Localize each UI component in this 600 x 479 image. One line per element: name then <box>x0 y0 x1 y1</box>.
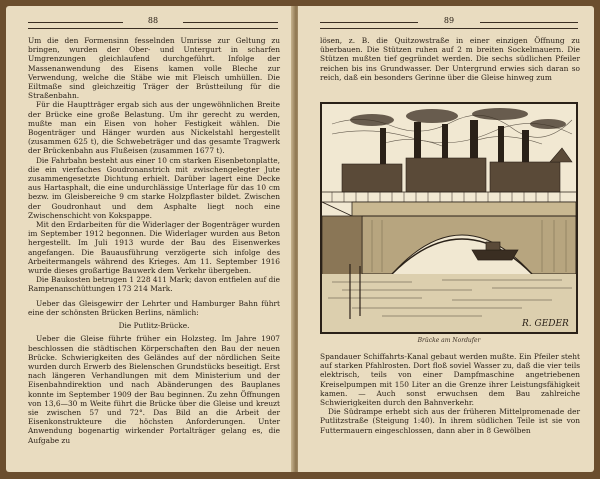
left-page-number: 88 <box>147 16 159 25</box>
header-rule <box>28 22 123 23</box>
right-page-number: 89 <box>443 16 455 25</box>
artist-signature: R. GEDER <box>522 319 569 329</box>
paragraph: Die Baukosten betrugen 1 228 411 Mark; davon entfielen auf die Rampenanschüttungen 173 214 Mark. <box>28 275 280 294</box>
header-rule <box>183 22 278 23</box>
paragraph: Mit den Erdarbeiten für die Widerlager der Bogenträger wurden im September 1912 begonnen. Die Widerlager wurden aus Beton hergestellt. Im Juli 1913 wurde der Bau des Eisenwerkes angefangen. Die Bauausführung verzögerte sich infolge des Arbeitermangels während des Krieges. Am 11. September 1916 wurde dieses großartige Bauwerk dem Verkehr übergeben. <box>28 220 280 276</box>
paragraph: lösen, z. B. die Quitzowstraße in einer einzigen Öffnung zu überbauen. Die Stützen ruhen auf 2 m breiten Sockelmauern. Die Stützen mußten tief gegründet werden. Die sechs südlichen Pfeiler reichen bis ins Grundwasser. Der Untergrund erwies sich daran so reich, daß ein besonders Gerinne über die Gleise hinweg zum <box>320 36 580 82</box>
paragraph: Für die Hauptträger ergab sich aus der ungewöhnlichen Breite der Brücke eine große Belastung. Um ihr gerecht zu werden, mußte man ein Eisen von hoher Festigkeit wählen. Die Bogenträger und Hänger wurden aus Nickelstahl hergestellt (zusammen 625 t), die Schwebeträger und das gesamte Tragwerk der Brückenbahn aus Flußeisen (zusammen 1677 t). <box>28 100 280 156</box>
section-heading: Die Putlitz-Brücke. <box>118 321 190 331</box>
right-page-header <box>320 16 578 29</box>
paragraph: Die Südrampe erhebt sich aus der früheren Mittelpromenade der Putlitzstraße (Steigung 1:40). In ihrem südlichen Teile ist sie von Futtermauern eingeschlossen, dann aber in 8 Gewölben <box>320 407 580 435</box>
right-page <box>298 6 594 472</box>
paragraph: Um die den Formensinn fesselnden Umrisse zur Geltung zu bringen, wurden der Ober- und Untergurt in scharfen Umgrenzungen gleichlaufend durchgeführt. Infolge der Massenanwendung des Eisens kamen volle Bleche zur Verwendung, welche die Stäbe wie mit Fleisch umhüllen. Die Eiltmaße sind gleichzeitig Träger der Brüstteilung für die Straßenbahn. <box>28 36 280 101</box>
bridge-illustration <box>320 102 578 334</box>
left-page <box>6 6 294 472</box>
paragraph: Ueber das Gleisgewirr der Lehrter und Hamburger Bahn führt eine der schönsten Brücken Berlins, nämlich: <box>28 298 280 317</box>
header-rule <box>320 22 418 23</box>
header-rule <box>480 22 578 23</box>
paragraph: Die Fahrbahn besteht aus einer 10 cm starken Eisenbetonplatte, die ein vierfaches Goudronanstrich mit zwischengelegter Jute zusammengesetzte Dichtung erhielt. Darüber lagert eine Decke aus Hartasphalt, die eine undurchlässige Unterlage für das 10 cm bezw. im Gleisbereiche 9 cm starke Holzpflaster bildet. Zwischen der Goudronhaut und dem Asphalte liegt noch eine Zwischenschicht von Kokspappe. <box>28 155 280 220</box>
left-page-header <box>28 16 278 29</box>
paragraph: Ueber die Gleise führte früher ein Holzsteg. Im Jahre 1907 beschlossen die städtischen Körperschaften den Bau der neuen Brücke. Schwierigkeiten des Geländes auf der nördlichen Seite wurden durch Erwerb des Bielenschen Grundstücks beseitigt. Erst nach längeren Verhandlungen mit dem Ministerium und der Eisenbahndirektion und nach Abänderungen des Bauplanes konnte im September 1909 der Bau beginnen. Zu zehn Öffnungen von 13,6—30 m Weite führt die Brücke über die Gleise und kreuzt sie zwischen 57 und 72°. Das Bild an die Arbeit der Eisenkonstrukteure die höchsten Anforderungen. Unter Anwendung bogenartig wirkender Portalträger gelang es, die Aufgabe zu <box>28 334 280 445</box>
bridge-drawing <box>322 104 576 332</box>
left-page-text <box>28 36 280 445</box>
paragraph: Spandauer Schiffahrts-Kanal gebaut werden mußte. Ein Pfeiler steht auf starken Pfahlrosten. Dort floß soviel Wasser zu, daß die vier teils elektrisch, teils von einer Dampfmaschine angetriebenen Kreiselpumpen mit 150 Liter an die Grenze ihrer Leistungsfähigkeit kamen. — Auch sonst erwuchsen dem Bau zahlreiche Schwierigkeiten durch den Bahnverkehr. <box>320 352 580 408</box>
right-page-text-top <box>320 36 580 82</box>
figure-caption: Brücke am Nordufer <box>417 337 481 344</box>
right-page-text-bottom <box>320 352 580 435</box>
